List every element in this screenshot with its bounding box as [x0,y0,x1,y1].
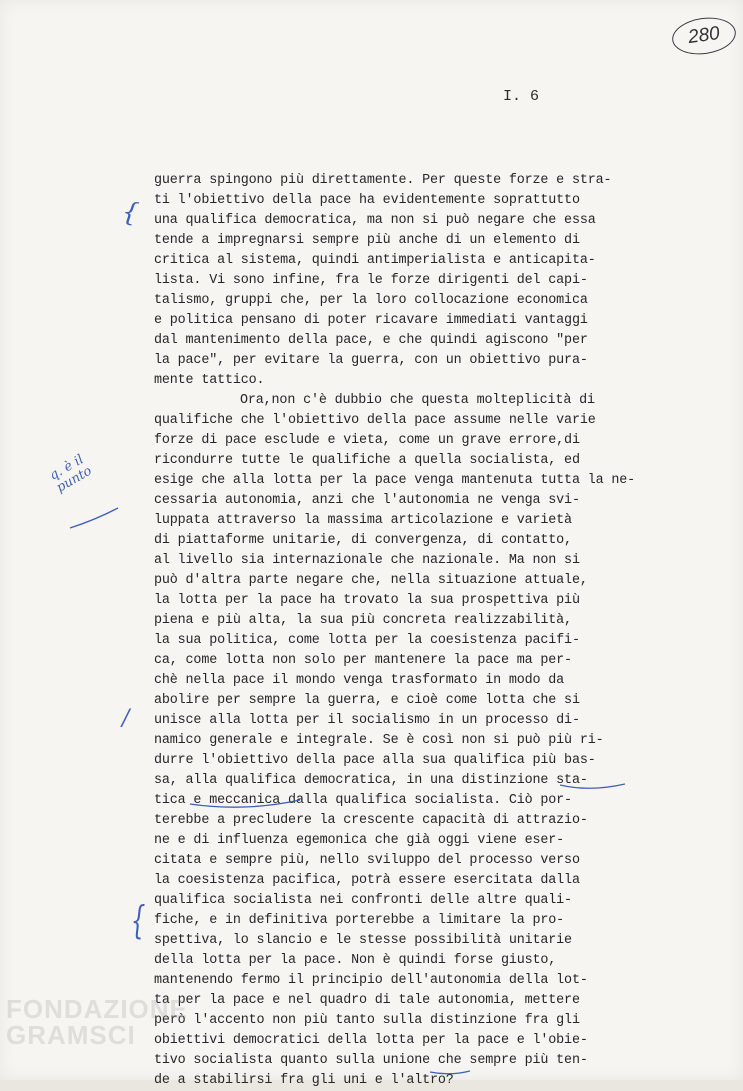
text-line-4: tende a impregnarsi sempre più anche di un elemento di [154,233,580,248]
text-line-23: piena e più alta, la sua più concreta realizzabilità, [154,613,572,628]
text-line-19: di piattaforme unitarie, di convergenza, di contatto, [154,533,572,548]
text-line-25: ca, come lotta non solo per mantenere la pace ma per- [154,653,572,668]
text-line-37: qualifica socialista nei confronti delle altre quali- [154,893,572,908]
margin-arrow-stroke [70,508,118,528]
text-line-10: la pace", per evitare la guerra, con un obiettivo pura- [154,353,588,368]
text-line-5: critica al sistema, quindi antimperialista e anticapita- [154,253,596,268]
text-line-18: luppata attraverso la massima articolazione e varietà [154,513,572,528]
margin-tick-mark: / [122,706,130,731]
text-line-43: però l'accento non più tanto sulla distinzione fra gli [154,1013,580,1028]
text-line-1: guerra spingono più direttamente. Per queste forze e stra- [154,173,612,188]
text-line-42: ta per la pace e nel quadro di tale autonomia, mettere [154,993,580,1008]
margin-bracket-mark-lower: { [130,898,146,942]
text-line-3: una qualifica democratica, ma non si può negare che essa [154,213,596,228]
text-line-11: mente tattico. [154,373,265,388]
text-line-26: chè nella pace il mondo venga trasformato in modo da [154,673,565,688]
text-line-32: tica e meccanica dalla qualifica socialista. Ciò por- [154,793,572,808]
margin-bracket-mark: { [119,196,141,230]
text-line-6: lista. Vi sono infine, fra le forze dirigenti del capi- [154,273,588,288]
text-line-15: ricondurre tutte le qualifiche a quella socialista, ed [154,453,580,468]
text-line-7: talismo, gruppi che, per la loro collocazione economica [154,293,588,308]
text-line-45: tivo socialista quanto sulla unione che sempre più ten- [154,1053,588,1068]
text-line-31: sa, alla qualifica democratica, in una distinzione sta- [154,773,588,788]
text-line-22: la lotta per la pace ha trovato la sua prospettiva più [154,593,580,608]
text-line-36: la coesistenza pacifica, potrà essere esercitata dalla [154,873,580,888]
text-line-21: può d'altra parte negare che, nella situazione attuale, [154,573,588,588]
text-line-27: abolire per sempre la guerra, e cioè come lotta che si [154,693,580,708]
text-line-40: della lotta per la pace. Non è quindi forse giusto, [154,953,557,968]
archive-watermark: FONDAZIONE GRAMSCI [6,994,188,1050]
text-line-34: ne e di influenza egemonica che già oggi viene eser- [154,833,565,848]
text-line-17: cessaria autonomia, anzi che l'autonomia ne venga svi- [154,493,580,508]
text-line-30: durre l'obiettivo della pace alla sua qualifica più bas- [154,753,596,768]
text-line-44: obiettivi democratici della lotta per la pace e l'obie- [154,1033,588,1048]
page-number: I. 6 [503,88,540,105]
text-line-24: la sua politica, come lotta per la coesistenza pacifi- [154,633,580,648]
text-line-14: forze di pace esclude e vieta, come un grave errore,di [154,433,580,448]
text-line-39: spettiva, lo slancio e le stesse possibilità unitarie [154,933,572,948]
text-line-28: unisce alla lotta per il socialismo in un processo di- [154,713,580,728]
text-line-16: esige che alla lotta per la pace venga mantenuta tutta la ne- [154,473,636,488]
archive-number: 280 [686,22,722,49]
text-line-35: citata e sempre più, nello sviluppo del processo verso [154,853,580,868]
text-line-13: qualifiche che l'obiettivo della pace assume nelle varie [154,413,596,428]
text-line-2: ti l'obiettivo della pace ha evidentemente soprattutto [154,193,580,208]
text-line-8: e politica pensano di poter ricavare immediati vantaggi [154,313,588,328]
archive-number-stamp [670,14,738,59]
text-line-29: namico generale e integrale. Se è così non si può più ri- [154,733,604,748]
text-line-33: terebbe a precludere la crescente capacità di attrazio- [154,813,588,828]
text-line-20: al livello sia internazionale che nazionale. Ma non si [154,553,580,568]
text-line-41: mantenendo fermo il principio dell'autonomia della lot- [154,973,588,988]
text-line-46: de a stabilirsi fra gli uni e l'altro? [154,1073,454,1088]
text-line-38: fiche, e in definitiva porterebbe a limitare la pro- [154,913,565,928]
text-line-12: Ora,non c'è dubbio che questa molteplicità di [240,393,595,408]
text-line-9: dal mantenimento della pace, e che quindi agiscono "per [154,333,588,348]
handwritten-margin-note: q. è il punto [47,452,95,496]
